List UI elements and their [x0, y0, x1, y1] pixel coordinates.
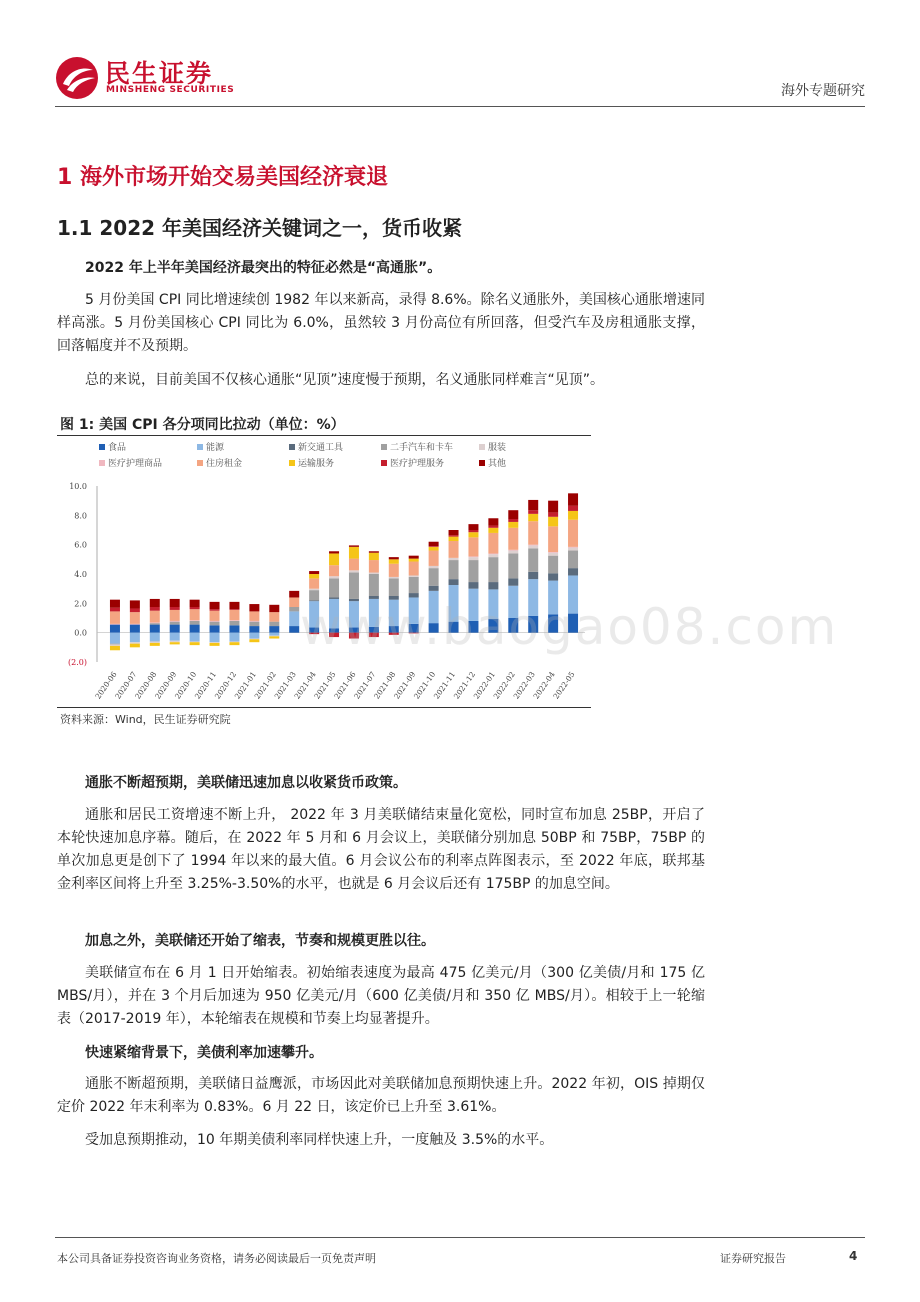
bar-segment — [150, 641, 160, 642]
y-tick-label: 0.0 — [74, 628, 87, 638]
bar-segment — [269, 626, 279, 633]
bar-segment — [210, 625, 220, 632]
bar-segment — [210, 611, 220, 621]
bar-segment — [409, 593, 419, 597]
y-tick-label: 6.0 — [74, 540, 87, 550]
bar-segment — [369, 551, 379, 552]
bar-segment — [229, 641, 239, 642]
bar-segment — [190, 607, 200, 609]
bar-segment — [229, 602, 239, 609]
bar-segment — [309, 574, 319, 578]
bar-segment — [488, 554, 498, 557]
bar-segment — [150, 622, 160, 623]
bar-segment — [449, 579, 459, 585]
figure-source: 资料来源：Wind，民生证券研究院 — [60, 713, 231, 726]
bar-segment — [468, 582, 478, 589]
x-tick-label: 2020-12 — [212, 669, 239, 701]
bar-segment — [488, 526, 498, 528]
bar-segment — [229, 610, 239, 620]
bar-segment — [150, 633, 160, 642]
bar-segment — [568, 506, 578, 511]
bar-segment — [130, 642, 140, 643]
paragraph-lead-2: 通胀不断超预期，美联储迅速加息以收紧货币政策。 — [85, 775, 407, 791]
bar-segment — [229, 621, 239, 625]
x-tick-label: 2021-11 — [431, 669, 458, 701]
bar-segment — [508, 528, 518, 550]
bar-segment — [548, 552, 558, 553]
bar-segment — [389, 578, 399, 596]
section-title: 1 海外市场开始交易美国经济衰退 — [57, 165, 388, 190]
bar-segment — [488, 582, 498, 589]
footer-disclaimer: 本公司具备证券投资咨询业务资格，请务必阅读最后一页免责声明 — [57, 1252, 376, 1265]
bar-segment — [449, 560, 459, 579]
legend-swatch — [99, 444, 105, 450]
x-tick-label: 2022-05 — [551, 669, 577, 701]
bar-segment — [548, 556, 558, 574]
bar-segment — [269, 633, 279, 636]
paragraph-qt: 美联储宣布在 6 月 1 日开始缩表。初始缩表速度为最高 475 亿美元/月（300 亿美债/月和 175 亿 MBS/月），并在 3 个月后加速为 950 亿美元/月（600 亿美债/月和 350 亿 MBS/月）。相较于上一轮缩表（2017-2019 年），本轮缩表在规模和节奏上均显著提升。 — [57, 965, 705, 1027]
bar-segment — [528, 521, 538, 544]
bar-segment — [170, 625, 180, 633]
report-type: 海外专题研究 — [781, 83, 865, 99]
bar-segment — [229, 625, 239, 632]
x-tick-label: 2021-06 — [332, 669, 358, 701]
bar-segment — [468, 560, 478, 582]
bar-segment — [170, 607, 180, 610]
bar-segment — [429, 568, 439, 586]
bar-segment — [389, 557, 399, 559]
bar-segment — [190, 625, 200, 633]
bar-segment — [190, 633, 200, 642]
bar-segment — [210, 642, 220, 643]
bar-segment — [369, 574, 379, 596]
y-tick-label: 2.0 — [74, 599, 87, 609]
paragraph-summary: 总的来说，目前美国不仅核心通胀“见顶”速度慢于预期，名义通胀同样难言“见顶”。 — [85, 372, 605, 388]
bar-segment — [548, 517, 558, 527]
bar-segment — [150, 611, 160, 623]
x-tick-label: 2021-07 — [352, 669, 378, 701]
bar-segment — [528, 548, 538, 571]
paragraph-lead-3: 加息之外，美联储还开始了缩表，节奏和规模更胜以往。 — [85, 933, 435, 949]
subsection-title: 1.1 2022 年美国经济关键词之一，货币收紧 — [57, 216, 463, 240]
bar-segment — [508, 578, 518, 585]
bar-segment — [548, 573, 558, 580]
legend-swatch — [99, 460, 105, 466]
bar-segment — [289, 611, 299, 626]
legend-label: 能源 — [206, 443, 225, 453]
bar-segment — [249, 611, 259, 621]
legend-swatch — [197, 444, 203, 450]
bar-segment — [349, 559, 359, 571]
bar-segment — [429, 586, 439, 591]
paragraph-ois: 通胀不断超预期，美联储日益鹰派，市场因此对美联储加息预期快速上升。2022 年初，OIS 掉期仅定价 2022 年末利率为 0.83%。6 月 22 日，该定价已上升至 3.61%。 — [57, 1076, 705, 1115]
page-header — [55, 52, 865, 106]
bar-segment — [110, 600, 120, 608]
bar-segment — [349, 547, 359, 559]
x-tick-label: 2020-08 — [133, 669, 159, 701]
bar-segment — [229, 620, 239, 621]
bar-segment — [409, 559, 419, 562]
bar-segment — [528, 545, 538, 548]
bar-segment — [389, 559, 399, 563]
bar-segment — [289, 607, 299, 611]
bar-segment — [568, 551, 578, 569]
bar-segment — [568, 493, 578, 505]
paragraph-lead-4: 快速紧缩背景下，美债利率加速攀升。 — [85, 1045, 323, 1061]
bar-segment — [349, 570, 359, 572]
bar-segment — [449, 537, 459, 541]
bar-segment — [548, 501, 558, 513]
bar-segment — [229, 609, 239, 610]
bar-segment — [369, 560, 379, 572]
bar-segment — [568, 568, 578, 575]
bar-segment — [409, 556, 419, 559]
paragraph-cpi: 5 月份美国 CPI 同比增速续创 1982 年以来新高，录得 8.6%。除名义通胀外，美国核心通胀增速同样高涨。5 月份美国核心 CPI 同比为 6.0%，虽然较 3 月份高位有所回落，但受汽车及房租通胀支撑，回落幅度并不及预期。 — [57, 292, 705, 354]
bar-segment — [190, 642, 200, 645]
bar-segment — [210, 643, 220, 646]
bar-segment — [249, 621, 259, 622]
bar-segment — [249, 633, 259, 639]
bar-segment — [488, 557, 498, 582]
bar-segment — [210, 622, 220, 626]
bar-segment — [249, 604, 259, 611]
bar-segment — [249, 626, 259, 633]
footer-report-label: 证券研究报告 — [720, 1252, 786, 1265]
legend-label: 医疗护理商品 — [108, 459, 163, 469]
legend-swatch — [289, 444, 295, 450]
bar-segment — [449, 541, 459, 558]
x-tick-label: 2020-07 — [113, 669, 139, 701]
bar-segment — [369, 573, 379, 574]
bar-segment — [329, 578, 339, 597]
bar-segment — [130, 644, 140, 648]
bar-segment — [508, 519, 518, 522]
bar-segment — [309, 571, 319, 574]
bar-segment — [210, 621, 220, 622]
x-tick-label: 2022-01 — [471, 669, 498, 701]
bar-segment — [130, 624, 140, 625]
bar-segment — [190, 620, 200, 621]
bar-segment — [508, 553, 518, 578]
bar-segment — [429, 547, 439, 551]
bar-segment — [150, 599, 160, 607]
legend-label: 运输服务 — [298, 459, 335, 469]
bar-segment — [309, 589, 319, 590]
legend-label: 医疗护理服务 — [390, 459, 445, 469]
legend-label: 其他 — [488, 459, 507, 469]
bar-segment — [488, 533, 498, 554]
bar-segment — [269, 612, 279, 622]
legend-swatch — [381, 460, 387, 466]
bar-segment — [449, 535, 459, 536]
header-divider — [55, 106, 865, 107]
bar-segment — [110, 633, 120, 644]
bar-segment — [170, 621, 180, 622]
bar-segment — [170, 633, 180, 641]
bar-segment — [468, 557, 478, 560]
bar-segment — [150, 643, 160, 646]
x-tick-label: 2020-06 — [93, 669, 119, 701]
x-tick-label: 2021-08 — [372, 669, 398, 701]
legend-swatch — [197, 460, 203, 466]
bar-segment — [369, 553, 379, 560]
bar-segment — [130, 600, 140, 608]
bar-segment — [249, 639, 259, 642]
bar-segment — [110, 644, 120, 645]
bar-segment — [110, 608, 120, 612]
bar-segment — [329, 565, 339, 576]
bar-segment — [488, 553, 498, 554]
bar-segment — [170, 642, 180, 644]
bar-segment — [190, 600, 200, 607]
x-tick-label: 2020-09 — [153, 669, 179, 701]
bar-segment — [409, 575, 419, 576]
bar-segment — [528, 572, 538, 579]
bar-segment — [349, 573, 359, 599]
bar-segment — [269, 636, 279, 638]
bar-segment — [449, 558, 459, 560]
bar-segment — [548, 553, 558, 556]
legend-swatch — [479, 444, 485, 450]
bar-segment — [309, 578, 319, 588]
bar-segment — [409, 577, 419, 593]
bar-segment — [429, 542, 439, 546]
minsheng-logo-icon — [55, 56, 99, 100]
x-tick-label: 2022-02 — [491, 669, 517, 701]
bar-segment — [389, 564, 399, 577]
legend-label: 新交通工具 — [298, 443, 344, 453]
bar-segment — [110, 624, 120, 625]
x-tick-label: 2021-01 — [232, 669, 259, 701]
bar-segment — [190, 609, 200, 620]
x-tick-label: 2021-05 — [312, 669, 338, 701]
x-tick-label: 2020-11 — [192, 669, 219, 701]
bar-segment — [269, 622, 279, 626]
bar-segment — [130, 608, 140, 612]
legend-label: 住房租金 — [206, 459, 243, 469]
footer-divider — [55, 1237, 865, 1238]
bar-segment — [508, 522, 518, 528]
bar-segment — [568, 511, 578, 520]
bar-segment — [329, 553, 339, 565]
bar-segment — [508, 550, 518, 551]
bar-segment — [229, 642, 239, 645]
bar-segment — [130, 612, 140, 624]
bar-segment — [409, 562, 419, 576]
bar-segment — [528, 500, 538, 510]
bar-segment — [568, 547, 578, 548]
legend-swatch — [381, 444, 387, 450]
legend-swatch — [479, 460, 485, 466]
y-tick-label: 4.0 — [74, 570, 87, 579]
x-tick-label: 2021-09 — [392, 669, 418, 701]
legend-swatch — [289, 460, 295, 466]
x-tick-label: 2021-03 — [272, 669, 298, 701]
bar-segment — [429, 551, 439, 566]
bar-segment — [488, 518, 498, 525]
y-tick-label: 10.0 — [69, 482, 87, 491]
x-tick-label: 2022-04 — [531, 669, 557, 701]
legend-label: 二手汽车和卡车 — [390, 443, 454, 453]
bar-segment — [150, 623, 160, 624]
bar-segment — [429, 546, 439, 547]
bar-segment — [249, 622, 259, 626]
bar-segment — [210, 609, 220, 610]
y-tick-label: (2.0) — [68, 658, 87, 667]
bar-segment — [528, 545, 538, 546]
legend-label: 食品 — [108, 443, 127, 453]
bar-segment — [389, 577, 399, 578]
bar-segment — [170, 599, 180, 607]
bar-segment — [210, 633, 220, 643]
bar-segment — [349, 545, 359, 546]
bar-segment — [329, 551, 339, 553]
bar-segment — [289, 591, 299, 598]
bar-segment — [429, 566, 439, 568]
bar-segment — [528, 510, 538, 514]
bar-segment — [548, 526, 558, 552]
y-tick-label: 8.0 — [74, 511, 87, 521]
bar-segment — [449, 530, 459, 535]
bar-segment — [269, 636, 279, 637]
x-tick-label: 2021-02 — [252, 669, 278, 701]
bar-segment — [170, 610, 180, 621]
x-tick-label: 2021-04 — [292, 669, 318, 701]
bar-segment — [289, 597, 299, 607]
paragraph-lead-1: 2022 年上半年美国经济最突出的特征必然是“高通胀”。 — [85, 260, 442, 276]
figure-title: 图 1: 美国 CPI 各分项同比拉动（单位：%） — [60, 417, 345, 433]
bar-segment — [110, 646, 120, 650]
bar-segment — [150, 625, 160, 633]
bar-segment — [468, 524, 478, 530]
bar-segment — [110, 644, 120, 645]
company-name-en: MINSHENG SECURITIES — [106, 85, 235, 95]
company-name-cn: 民生证券 — [105, 59, 214, 88]
bar-segment — [190, 641, 200, 642]
cpi-contribution-chart — [57, 436, 591, 706]
bar-segment — [110, 625, 120, 633]
bar-segment — [468, 532, 478, 537]
paragraph-rate-hikes: 通胀和居民工资增速不断上升， 2022 年 3 月美联储结束量化宽松，同时宣布加息 25BP，开启了本轮快速加息序幕。随后，在 2022 年 5 月和 6 月会议上，美联储分别加息 50BP 和 75BP，75BP 的单次加息更是创下了 1994 年以来的最大值。6 月会议公布的利率点阵图表示，至 2022 年底，联邦基金利率区间将上升至 3.25%-3.50%的水平，也就是 6 月会议后还有 175BP 的加息空间。 — [57, 807, 705, 892]
bar-segment — [249, 639, 259, 640]
bar-segment — [110, 611, 120, 623]
bar-segment — [508, 551, 518, 554]
bar-segment — [289, 626, 299, 633]
paragraph-10y: 受加息预期推动，10 年期美债利率同样快速上升，一度触及 3.5%的水平。 — [85, 1132, 554, 1148]
bar-segment — [170, 641, 180, 642]
bar-segment — [468, 556, 478, 557]
x-tick-label: 2021-12 — [451, 669, 478, 701]
bar-segment — [468, 530, 478, 532]
x-tick-label: 2021-10 — [412, 669, 438, 701]
watermark-text: www.baogao08.com — [300, 598, 839, 656]
figure-bottom-rule — [57, 707, 591, 708]
bar-segment — [210, 602, 220, 609]
page-number: 4 — [849, 1249, 858, 1263]
bar-segment — [150, 607, 160, 611]
bar-segment — [170, 622, 180, 625]
bar-segment — [130, 625, 140, 633]
bar-segment — [229, 633, 239, 642]
bar-segment — [329, 576, 339, 578]
bar-segment — [130, 633, 140, 643]
bar-segment — [508, 510, 518, 519]
legend-label: 服装 — [488, 443, 507, 453]
x-tick-label: 2022-03 — [511, 669, 537, 701]
x-tick-label: 2020-10 — [173, 669, 199, 701]
bar-segment — [190, 621, 200, 625]
bar-segment — [568, 520, 578, 547]
bar-segment — [568, 548, 578, 551]
bar-segment — [528, 514, 538, 521]
bar-segment — [548, 512, 558, 516]
bar-segment — [488, 528, 498, 533]
bar-segment — [269, 605, 279, 612]
bar-segment — [468, 537, 478, 556]
